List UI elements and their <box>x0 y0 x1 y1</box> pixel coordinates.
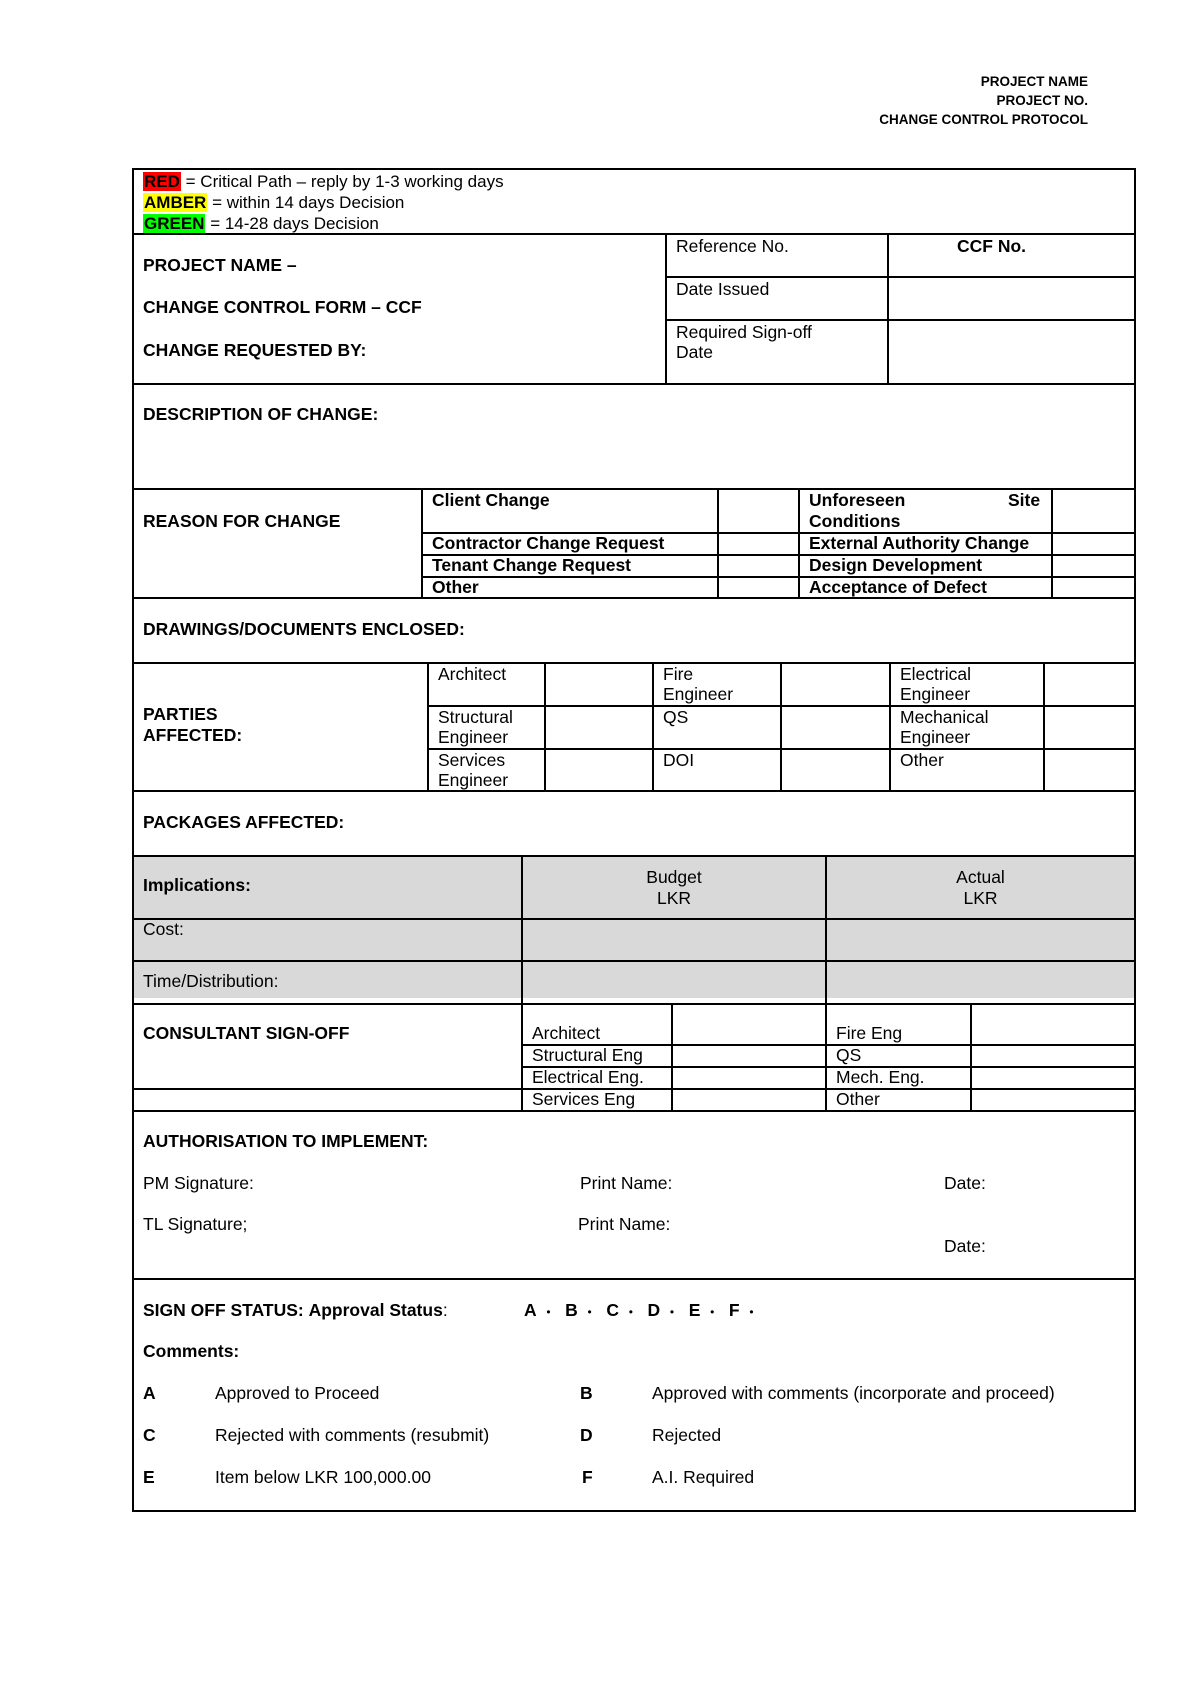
rule <box>134 790 1134 792</box>
code-a-text: Approved to Proceed <box>215 1383 380 1403</box>
party-fire-1: Fire <box>663 664 694 684</box>
consultant-services: Services Eng <box>532 1089 636 1109</box>
rule <box>134 488 1134 490</box>
rule <box>134 662 1134 664</box>
rule <box>134 1110 1134 1112</box>
code-f: F <box>582 1467 593 1487</box>
budget-label: Budget <box>646 867 702 887</box>
print-name-label-2: Print Name: <box>578 1214 671 1234</box>
rule <box>427 662 429 791</box>
code-e-text: Item below LKR 100,000.00 <box>215 1467 431 1487</box>
actual-label: Actual <box>956 867 1005 887</box>
party-structural-2: Engineer <box>438 727 509 747</box>
rule <box>666 319 1134 321</box>
rule <box>134 918 1134 920</box>
consultant-qs: QS <box>836 1045 862 1065</box>
change-control-form <box>132 168 1136 1512</box>
rule <box>134 1278 1134 1280</box>
packages-label: PACKAGES AFFECTED: <box>143 812 345 832</box>
party-qs: QS <box>663 707 689 727</box>
parties-label-2: AFFECTED: <box>143 725 243 745</box>
implications-label: Implications: <box>143 875 251 895</box>
date-issued-label: Date Issued <box>676 279 770 299</box>
approval-status-label: Approval Status <box>308 1300 443 1320</box>
code-e: E <box>143 1467 155 1487</box>
rule <box>544 662 546 791</box>
party-other: Other <box>900 750 944 770</box>
reason-external-authority: External Authority Change <box>809 533 1030 553</box>
option-c: C <box>606 1300 619 1320</box>
party-electrical-2: Engineer <box>900 684 971 704</box>
consultant-other: Other <box>836 1089 880 1109</box>
code-a: A <box>143 1383 156 1403</box>
pm-signature-label: PM Signature: <box>143 1173 254 1193</box>
cost-label: Cost: <box>143 919 184 939</box>
option-b: B <box>565 1300 578 1320</box>
rule <box>134 383 1134 385</box>
bullet-icon: • <box>587 1305 592 1319</box>
rule <box>798 488 800 598</box>
rule <box>134 1003 1134 1005</box>
ccf-no-label: CCF No. <box>957 236 1027 256</box>
description-label: DESCRIPTION OF CHANGE: <box>143 404 379 424</box>
code-b-text: Approved with comments (incorporate and proceed) <box>652 1383 1055 1403</box>
consultant-mech: Mech. Eng. <box>836 1067 925 1087</box>
rule <box>970 1003 972 1111</box>
green-label: GREEN <box>144 214 205 233</box>
reason-site: Site <box>1008 490 1041 510</box>
rule <box>780 662 782 791</box>
reason-unforeseen: Unforeseen <box>809 490 906 510</box>
rule <box>889 662 891 791</box>
bullet-icon: • <box>710 1305 715 1319</box>
reason-other: Other <box>432 577 479 597</box>
actual-unit: LKR <box>963 888 998 908</box>
party-architect: Architect <box>438 664 507 684</box>
consultant-structural: Structural Eng <box>532 1045 643 1065</box>
signoff-status-row <box>143 1300 448 1321</box>
reason-client-change: Client Change <box>432 490 550 510</box>
requested-by-label: CHANGE REQUESTED BY: <box>143 340 367 360</box>
header-project-no: PROJECT NO. <box>996 93 1088 108</box>
approval-options <box>524 1300 754 1323</box>
green-text: = 14-28 days Decision <box>210 214 379 233</box>
consultant-architect: Architect <box>532 1023 601 1043</box>
option-f: F <box>728 1300 740 1320</box>
reference-no-label: Reference No. <box>676 236 789 256</box>
legend-amber-row <box>143 193 404 213</box>
date-label-1: Date: <box>944 1173 986 1193</box>
red-label: RED <box>144 172 180 191</box>
authorisation-label: AUTHORISATION TO IMPLEMENT: <box>143 1131 429 1151</box>
consultant-label: CONSULTANT SIGN-OFF <box>143 1023 350 1043</box>
party-services-1: Services <box>438 750 506 770</box>
consultant-fire: Fire Eng <box>836 1023 903 1043</box>
reason-tenant-change: Tenant Change Request <box>432 555 632 575</box>
tl-signature-label: TL Signature; <box>143 1214 248 1234</box>
rule <box>652 662 654 791</box>
code-f-text: A.I. Required <box>652 1467 755 1487</box>
code-c-text: Rejected with comments (resubmit) <box>215 1425 490 1445</box>
date-label-2: Date: <box>944 1236 986 1256</box>
option-d: D <box>647 1300 661 1320</box>
parties-label-1: PARTIES <box>143 704 218 724</box>
header-project-name: PROJECT NAME <box>980 74 1088 89</box>
rule <box>1043 662 1045 791</box>
rule <box>1051 488 1053 598</box>
party-fire-2: Engineer <box>663 684 734 704</box>
bullet-icon: • <box>546 1305 551 1319</box>
reason-label: REASON FOR CHANGE <box>143 511 341 531</box>
bullet-icon: • <box>669 1305 675 1319</box>
consultant-electrical: Electrical Eng. <box>532 1067 644 1087</box>
rule <box>671 1003 673 1111</box>
rule <box>422 576 1134 578</box>
code-c: C <box>143 1425 156 1445</box>
reason-contractor-change: Contractor Change Request <box>432 533 665 553</box>
comments-label: Comments: <box>143 1341 240 1361</box>
party-doi: DOI <box>663 750 695 770</box>
legend-red-row <box>143 172 504 192</box>
party-electrical-1: Electrical <box>900 664 971 684</box>
party-services-2: Engineer <box>438 770 509 790</box>
code-d-text: Rejected <box>652 1425 722 1445</box>
amber-label: AMBER <box>144 193 207 212</box>
signoff-status-label: SIGN OFF STATUS: <box>143 1300 304 1320</box>
project-name-label: PROJECT NAME – <box>143 255 297 275</box>
reason-design-development: Design Development <box>809 555 983 575</box>
reason-conditions: Conditions <box>809 511 901 531</box>
drawings-label: DRAWINGS/DOCUMENTS ENCLOSED: <box>143 619 465 639</box>
party-structural-1: Structural <box>438 707 513 727</box>
legend-green-row <box>143 214 379 234</box>
rule <box>665 233 667 384</box>
party-mechanical-2: Engineer <box>900 727 971 747</box>
code-d: D <box>580 1425 593 1445</box>
party-mechanical-1: Mechanical <box>900 707 989 727</box>
signoff-date-label-1: Required Sign-off <box>676 322 812 342</box>
reason-acceptance-defect: Acceptance of Defect <box>809 577 987 597</box>
rule <box>421 488 423 598</box>
header-protocol: CHANGE CONTROL PROTOCOL <box>879 112 1088 127</box>
signoff-date-label-2: Date <box>676 342 713 362</box>
code-b: B <box>580 1383 593 1403</box>
amber-text: = within 14 days Decision <box>212 193 405 212</box>
rule <box>666 276 1134 278</box>
option-e: E <box>688 1300 701 1320</box>
rule <box>134 855 1134 857</box>
rule <box>717 488 719 598</box>
option-a: A <box>524 1300 537 1320</box>
form-title: CHANGE CONTROL FORM – CCF <box>143 297 422 317</box>
budget-unit: LKR <box>656 888 692 908</box>
red-text: = Critical Path – reply by 1-3 working days <box>185 172 504 191</box>
rule <box>887 233 889 384</box>
print-name-label-1: Print Name: <box>580 1173 673 1193</box>
time-label: Time/Distribution: <box>143 971 279 991</box>
page-header <box>879 72 1088 129</box>
bullet-icon: • <box>749 1305 754 1319</box>
bullet-icon: • <box>628 1305 633 1319</box>
approval-colon: : <box>442 1300 448 1320</box>
rule <box>134 960 1134 962</box>
